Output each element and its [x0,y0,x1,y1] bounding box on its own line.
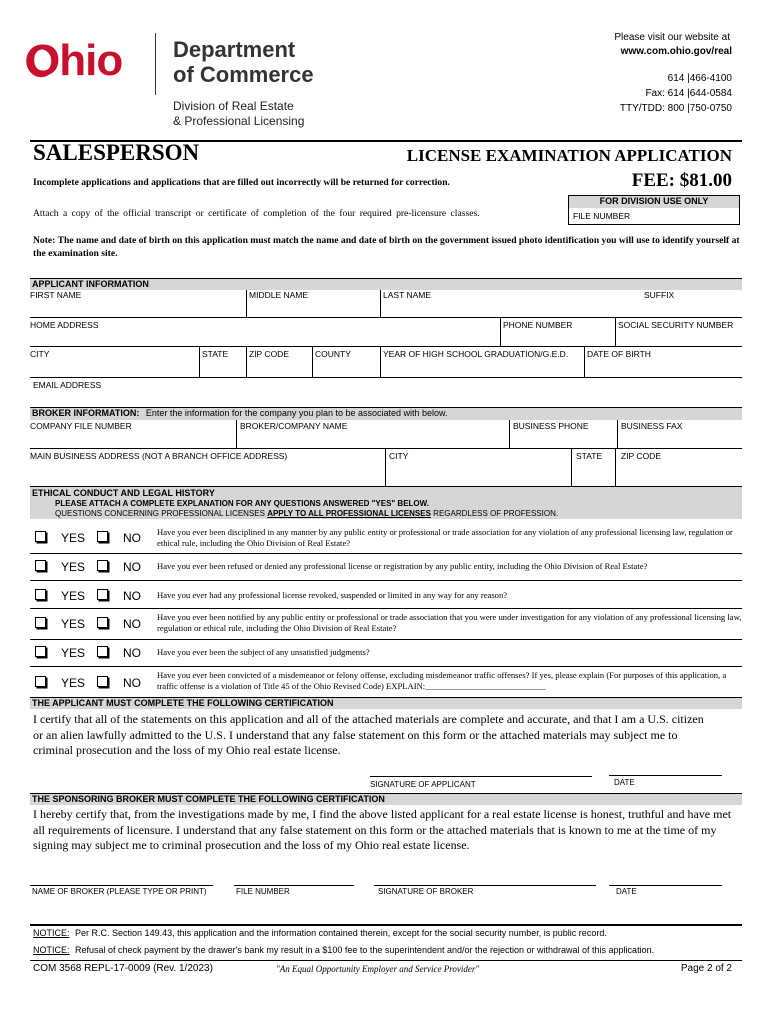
rule [30,448,742,449]
ethics-sub2 [55,509,558,518]
divider [380,346,381,377]
notices-rule [30,924,742,926]
phone-number-field[interactable]: PHONE NUMBER [503,320,573,330]
ethics-sub2-a: QUESTIONS CONCERNING PROFESSIONAL LICENSES [55,509,268,518]
company-file-number-field[interactable]: COMPANY FILE NUMBER [30,421,132,431]
rule [30,580,742,581]
last-name-field[interactable]: LAST NAME [383,290,432,300]
middle-name-field[interactable]: MIDDLE NAME [249,290,309,300]
q3-yes-label: YES [61,589,86,603]
website-link[interactable]: www.com.ohio.gov/real [620,46,732,57]
q1-no-checkbox[interactable] [97,531,108,542]
broker-company-name-field[interactable]: BROKER/COMPANY NAME [240,421,348,431]
suffix-field[interactable]: SUFFIX [644,290,675,300]
divider [615,448,616,486]
question-5-text: Have you ever been the subject of any unsatisfied judgments? [157,647,370,657]
q2-no-label: NO [123,560,141,574]
divider [385,448,386,486]
business-phone-field[interactable]: BUSINESS PHONE [513,421,589,431]
hs-graduation-field[interactable]: YEAR OF HIGH SCHOOL GRADUATION/G.E.D. [383,349,569,359]
broker-date-label: DATE [616,887,637,896]
q6-yes-label: YES [61,676,86,690]
q1-yes-label: YES [61,531,86,545]
city-field[interactable]: CITY [30,349,50,359]
rule [30,317,742,318]
applicant-cert-text: I certify that all of the statements on this application and all of the attached materials are complete and accurate, and that I am a U.S. citizen or an alien lawfully admitted to the U.S. I understand that any false statement on this form or the attached materials may subject me to criminal prosecution and the loss of my Ohio real estate license. [33,712,704,757]
rule [30,639,742,640]
broker-city-field[interactable]: CITY [389,451,409,461]
divider [617,420,618,448]
date-of-birth-field[interactable]: DATE OF BIRTH [587,349,651,359]
title-salesperson: SALESPERSON [33,140,200,165]
incomplete-notice: Incomplete applications and applications that are filled out incorrectly will be returned for correction. [33,177,450,188]
title-application: LICENSE EXAMINATION APPLICATION [406,146,732,165]
ethics-sub2-c: REGARDLESS OF PROFESSION. [430,509,559,518]
dept-line2: of Commerce [173,62,314,87]
applicant-cert-heading: THE APPLICANT MUST COMPLETE THE FOLLOWING CERTIFICATION [32,698,334,708]
notice-2-text: Refusal of check payment by the drawer's bank my result in a $100 fee to the superintendent and/or the rejection or withdrawal of this application. [75,945,655,955]
business-fax-field[interactable]: BUSINESS FAX [621,421,683,431]
fax-text: Fax: 614 |644-0584 [645,88,732,99]
question-3-text: Have you ever had any professional license revoked, suspended or limited in any way for any reason? [157,590,508,600]
notice-2 [33,945,654,955]
q5-yes-checkbox[interactable] [35,646,46,657]
q6-no-checkbox[interactable] [97,676,108,687]
email-address-field[interactable]: EMAIL ADDRESS [33,380,102,390]
visit-text: Please visit our website at [614,32,730,43]
broker-zip-field[interactable]: ZIP CODE [621,451,661,461]
rule [30,346,742,347]
q4-yes-label: YES [61,617,86,631]
division-line1: Division of Real Estate [173,99,294,113]
divider [571,448,572,486]
question-1-text: Have you ever been disciplined in any manner by any public entity or professional or trade association for any violation of any professional licensing law, regulation or ethical rule, including the Ohio Division of Real Estate? [157,527,733,548]
q6-yes-checkbox[interactable] [35,676,46,687]
division-file-number-label: FILE NUMBER [573,211,631,221]
question-2-text: Have you ever been refused or denied any professional license or registration by any public entity, including the Ohio Division of Real Estate? [157,561,648,571]
ssn-field[interactable]: SOCIAL SECURITY NUMBER [618,320,734,330]
broker-file-number-label: FILE NUMBER [236,887,290,896]
tty-text: TTY/TDD: 800 |750-0750 [619,103,732,114]
attach-notice: Attach a copy of the official transcript or certificate of completion of the four required pre-licensure classes. [33,208,480,219]
broker-signature-line[interactable] [374,885,596,886]
divider [380,290,381,317]
notice-1-text: Per R.C. Section 149.43, this application and the information contained therein, except for the social security number, is public record. [75,928,607,938]
notice-1 [33,928,607,938]
ohio-logo-text: Ohio [26,36,123,85]
q3-yes-checkbox[interactable] [35,589,46,600]
division-use-title: FOR DIVISION USE ONLY [599,196,709,206]
first-name-field[interactable]: FIRST NAME [30,290,82,300]
q1-yes-checkbox[interactable] [35,531,46,542]
logo-divider [155,33,156,95]
state-field[interactable]: STATE [202,349,229,359]
division-use-box [568,195,740,225]
broker-heading [32,408,448,418]
q5-no-label: NO [123,646,141,660]
q2-no-checkbox[interactable] [97,560,108,571]
ethics-heading: ETHICAL CONDUCT AND LEGAL HISTORY [32,488,215,498]
q3-no-checkbox[interactable] [97,589,108,600]
applicant-date-label: DATE [614,778,635,787]
ohio-logo [26,38,141,88]
division-line2: & Professional Licensing [173,114,305,128]
question-6-text: Have you ever been convicted of a misdemeanor or felony offense, excluding misdemeanor traffic offenses? If yes, please explain (For purposes of this application, a traffic offense is a violation of Title 45 of the Ohio Revised Code) EXPLAIN:____________________________ [157,670,727,691]
zip-code-field[interactable]: ZIP CODE [249,349,289,359]
q4-yes-checkbox[interactable] [35,617,46,628]
divider [246,346,247,377]
divider [312,346,313,377]
broker-signature-label: SIGNATURE OF BROKER [378,887,474,896]
divider [615,317,616,346]
broker-state-field[interactable]: STATE [576,451,603,461]
main-business-address-field[interactable]: MAIN BUSINESS ADDRESS (NOT A BRANCH OFFICE ADDRESS) [30,451,288,461]
rule [30,666,742,667]
divider [199,346,200,377]
phone-text: 614 |466-4100 [667,73,732,84]
q4-no-label: NO [123,617,141,631]
applicant-signature-label: SIGNATURE OF APPLICANT [370,780,476,789]
applicant-date-line[interactable] [609,775,722,776]
notice-1-label: NOTICE: [33,928,70,938]
home-address-field[interactable]: HOME ADDRESS [30,320,99,330]
footer-rule [30,960,742,961]
divider [236,420,237,448]
broker-name-line[interactable] [30,885,213,886]
ethics-sub1: PLEASE ATTACH A COMPLETE EXPLANATION FOR ANY QUESTIONS ANSWERED "YES" BELOW. [55,499,429,508]
name-dob-note: Note: The name and date of birth on this application must match the name and date of birth on the government issued photo identification you will use to identify yourself at the examination site. [33,235,740,259]
broker-name-label: NAME OF BROKER (PLEASE TYPE OR PRINT) [32,887,207,896]
dept-line1: Department [173,37,296,62]
rule [30,377,742,378]
broker-file-number-line[interactable] [234,885,354,886]
county-field[interactable]: COUNTY [315,349,351,359]
question-4-text: Have you ever been notified by any public entity or professional or trade association that you were under investigation for any violation of any professional licensing law, regulation or ethical rule, including the Ohio Division of Real Estate? [157,612,742,633]
applicant-heading: APPLICANT INFORMATION [32,279,149,289]
divider [500,317,501,346]
footer-motto: "An Equal Opportunity Employer and Service Provider" [276,964,480,974]
broker-heading-note: Enter the information for the company you plan to be associated with below. [145,408,448,418]
q6-no-label: NO [123,676,141,690]
divider [584,346,585,377]
q3-no-label: NO [123,589,141,603]
q2-yes-checkbox[interactable] [35,560,46,571]
notice-2-label: NOTICE: [33,945,70,955]
q2-yes-label: YES [61,560,86,574]
applicant-signature-line[interactable] [370,776,592,777]
broker-heading-title: BROKER INFORMATION: [32,408,140,418]
broker-date-line[interactable] [609,885,722,886]
divider [246,290,247,317]
form-id: COM 3568 REPL-17-0009 (Rev. 1/2023) [33,963,213,974]
broker-cert-heading: THE SPONSORING BROKER MUST COMPLETE THE FOLLOWING CERTIFICATION [32,794,385,804]
page-number: Page 2 of 2 [680,963,732,974]
fee-amount: FEE: $81.00 [631,170,732,191]
q1-no-label: NO [123,531,141,545]
rule [30,553,742,554]
rule [30,608,742,609]
divider [509,420,510,448]
q4-no-checkbox[interactable] [97,617,108,628]
q5-yes-label: YES [61,646,86,660]
q5-no-checkbox[interactable] [97,646,108,657]
ethics-sub2-b: APPLY TO ALL PROFESSIONAL LICENSES [267,509,431,518]
broker-cert-text: I hereby certify that, from the investigations made by me, I find the above listed applicant for a real estate license is honest, truthful and have met all requirements of licensure. I understand that any false statement on this form or the attached materials that is known to me at the time of my signing may subject me to criminal prosecution and the loss of my Ohio real estate license. [33,807,732,852]
